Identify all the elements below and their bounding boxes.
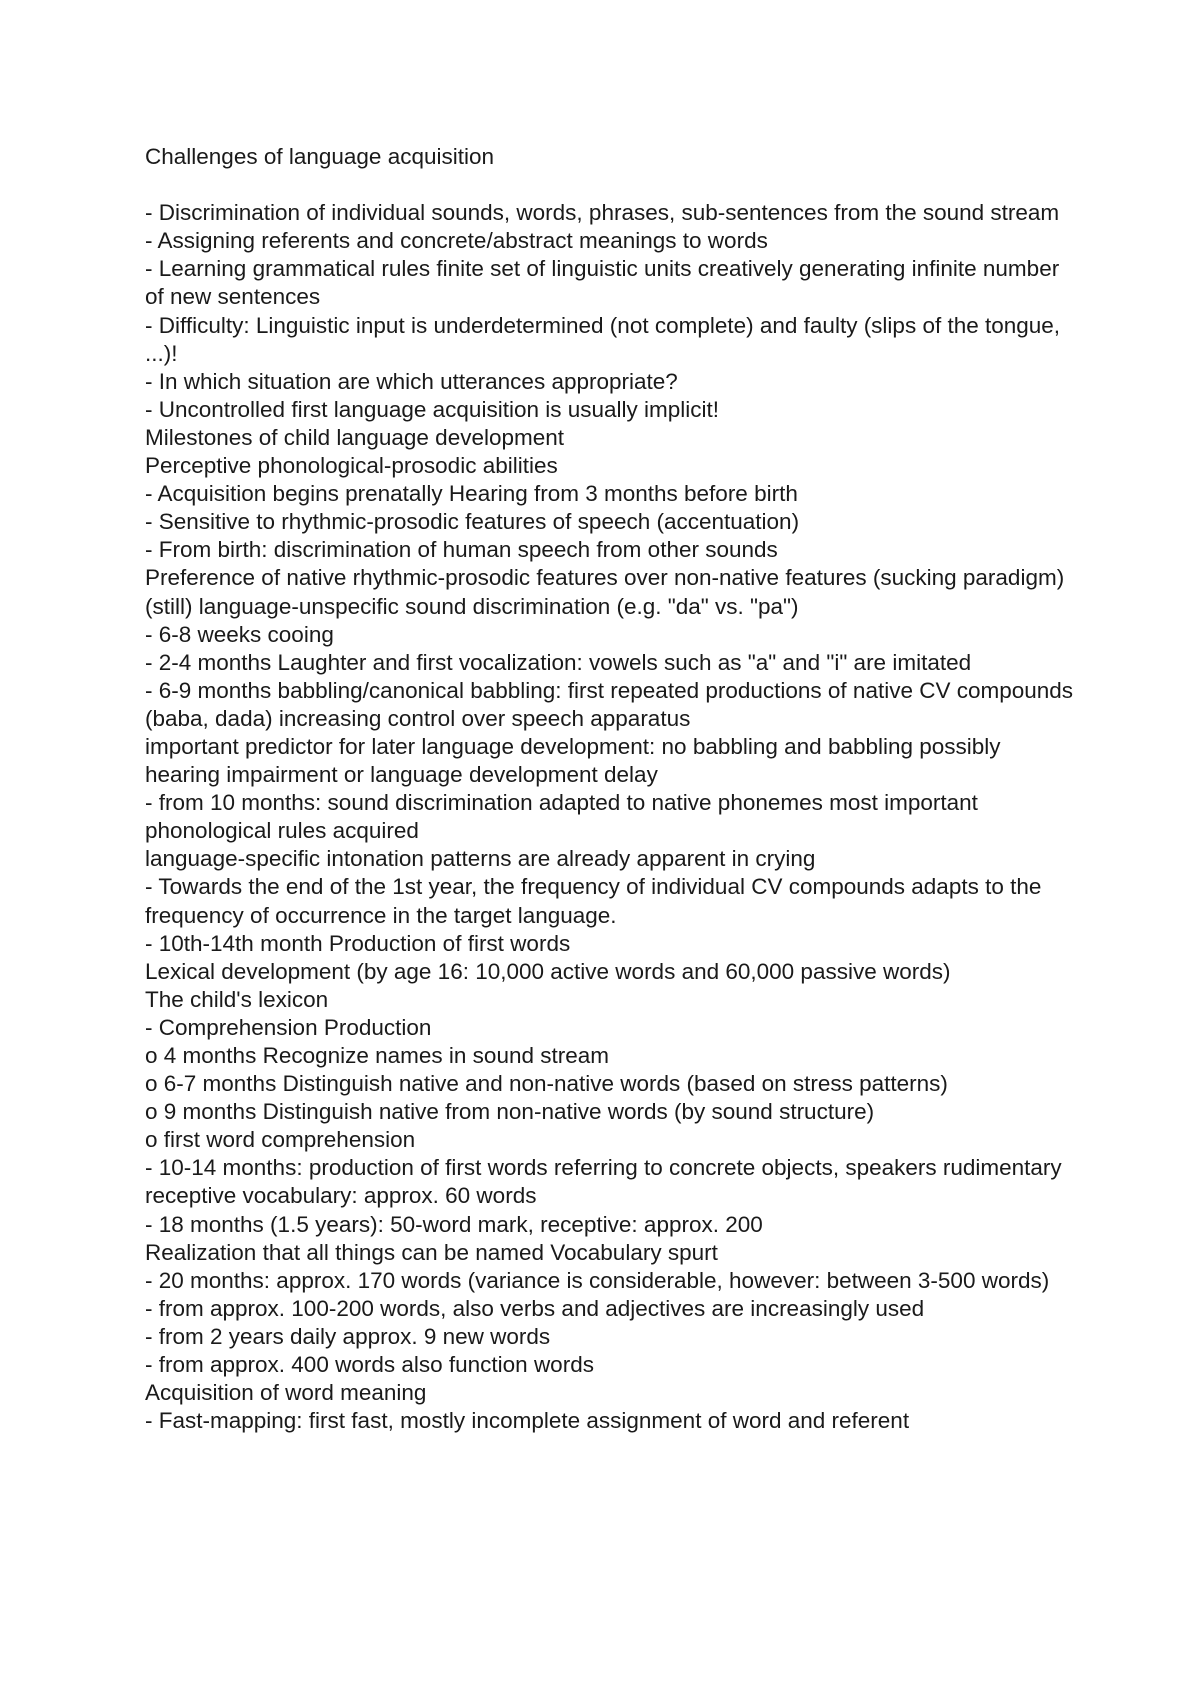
document-body — [145, 143, 1075, 1435]
text-line: Realization that all things can be named Vocabulary spurt — [145, 1239, 718, 1265]
text-line: - Learning grammatical rules finite set of linguistic units creatively generating infinite number of new sentences — [145, 256, 1060, 310]
text-line: - Towards the end of the 1st year, the frequency of individual CV compounds adapts to the frequency of occurrence in the target language. — [145, 874, 1042, 928]
text-line: - 18 months (1.5 years): 50-word mark, receptive: approx. 200 — [145, 1211, 763, 1237]
text-line: (still) language-unspecific sound discrimination (e.g. "da" vs. "pa") — [145, 593, 799, 619]
text-line: o 4 months Recognize names in sound stream — [145, 1043, 609, 1068]
section-heading: The child's lexicon — [145, 986, 329, 1012]
text-line: o first word comprehension — [145, 1127, 416, 1153]
text-line: - From birth: discrimination of human speech from other sounds — [145, 537, 778, 563]
text-line: language-specific intonation patterns are already apparent in crying — [145, 846, 816, 872]
text-line: - 10-14 months: production of first words referring to concrete objects, speakers rudimentary receptive vocabulary: approx. 60 words — [145, 1155, 1062, 1209]
section-heading: Lexical development (by age 16: 10,000 active words and 60,000 passive words) — [145, 958, 951, 984]
text-line: - In which situation are which utterances appropriate? — [145, 368, 678, 394]
text-line: - Difficulty: Linguistic input is underdetermined (not complete) and faulty (slips of the tongue, ...)! — [145, 312, 1061, 366]
text-line: - Acquisition begins prenatally Hearing from 3 months before birth — [145, 481, 798, 507]
text-line: - 10th-14th month Production of first words — [145, 930, 571, 956]
text-line: o 9 months Distinguish native from non-native words (by sound structure) — [145, 1099, 875, 1125]
text-line: - Fast-mapping: first fast, mostly incomplete assignment of word and referent — [145, 1408, 910, 1434]
text-line: - 20 months: approx. 170 words (variance is considerable, however: between 3-500 words) — [145, 1267, 1050, 1293]
text-line: - from 10 months: sound discrimination adapted to native phonemes most important phonological rules acquired — [145, 790, 978, 844]
text-line: - 6-9 months babbling/canonical babbling: first repeated productions of native CV compounds (baba, dada) increasing control over speech apparatus — [145, 677, 1074, 731]
section-heading: Milestones of child language development — [145, 424, 565, 450]
section-heading: Perceptive phonological-prosodic abilities — [145, 453, 558, 479]
document-title: Challenges of language acquisition — [145, 144, 495, 169]
text-line: - from approx. 400 words also function words — [145, 1352, 594, 1378]
text-line: - from 2 years daily approx. 9 new words — [145, 1323, 551, 1349]
text-line: important predictor for later language development: no babbling and babbling possibly hearing impairment or language development delay — [145, 733, 1001, 788]
text-line: o 6-7 months Distinguish native and non-native words (based on stress patterns) — [145, 1071, 948, 1097]
text-line: - from approx. 100-200 words, also verbs and adjectives are increasingly used — [145, 1295, 925, 1321]
text-line: - Comprehension Production — [145, 1014, 432, 1040]
text-line: - Uncontrolled first language acquisition is usually implicit! — [145, 396, 720, 422]
section-heading: Acquisition of word meaning — [145, 1380, 427, 1406]
text-line: - Discrimination of individual sounds, words, phrases, sub-sentences from the sound stream — [145, 200, 1060, 226]
text-line: - 2-4 months Laughter and first vocalization: vowels such as "a" and "i" are imitated — [145, 649, 972, 675]
text-line: - Assigning referents and concrete/abstract meanings to words — [145, 228, 768, 254]
text-line: - Sensitive to rhythmic-prosodic features of speech (accentuation) — [145, 509, 800, 535]
text-line: - 6-8 weeks cooing — [145, 621, 334, 647]
text-line: Preference of native rhythmic-prosodic features over non-native features (sucking paradigm) — [145, 565, 1065, 591]
